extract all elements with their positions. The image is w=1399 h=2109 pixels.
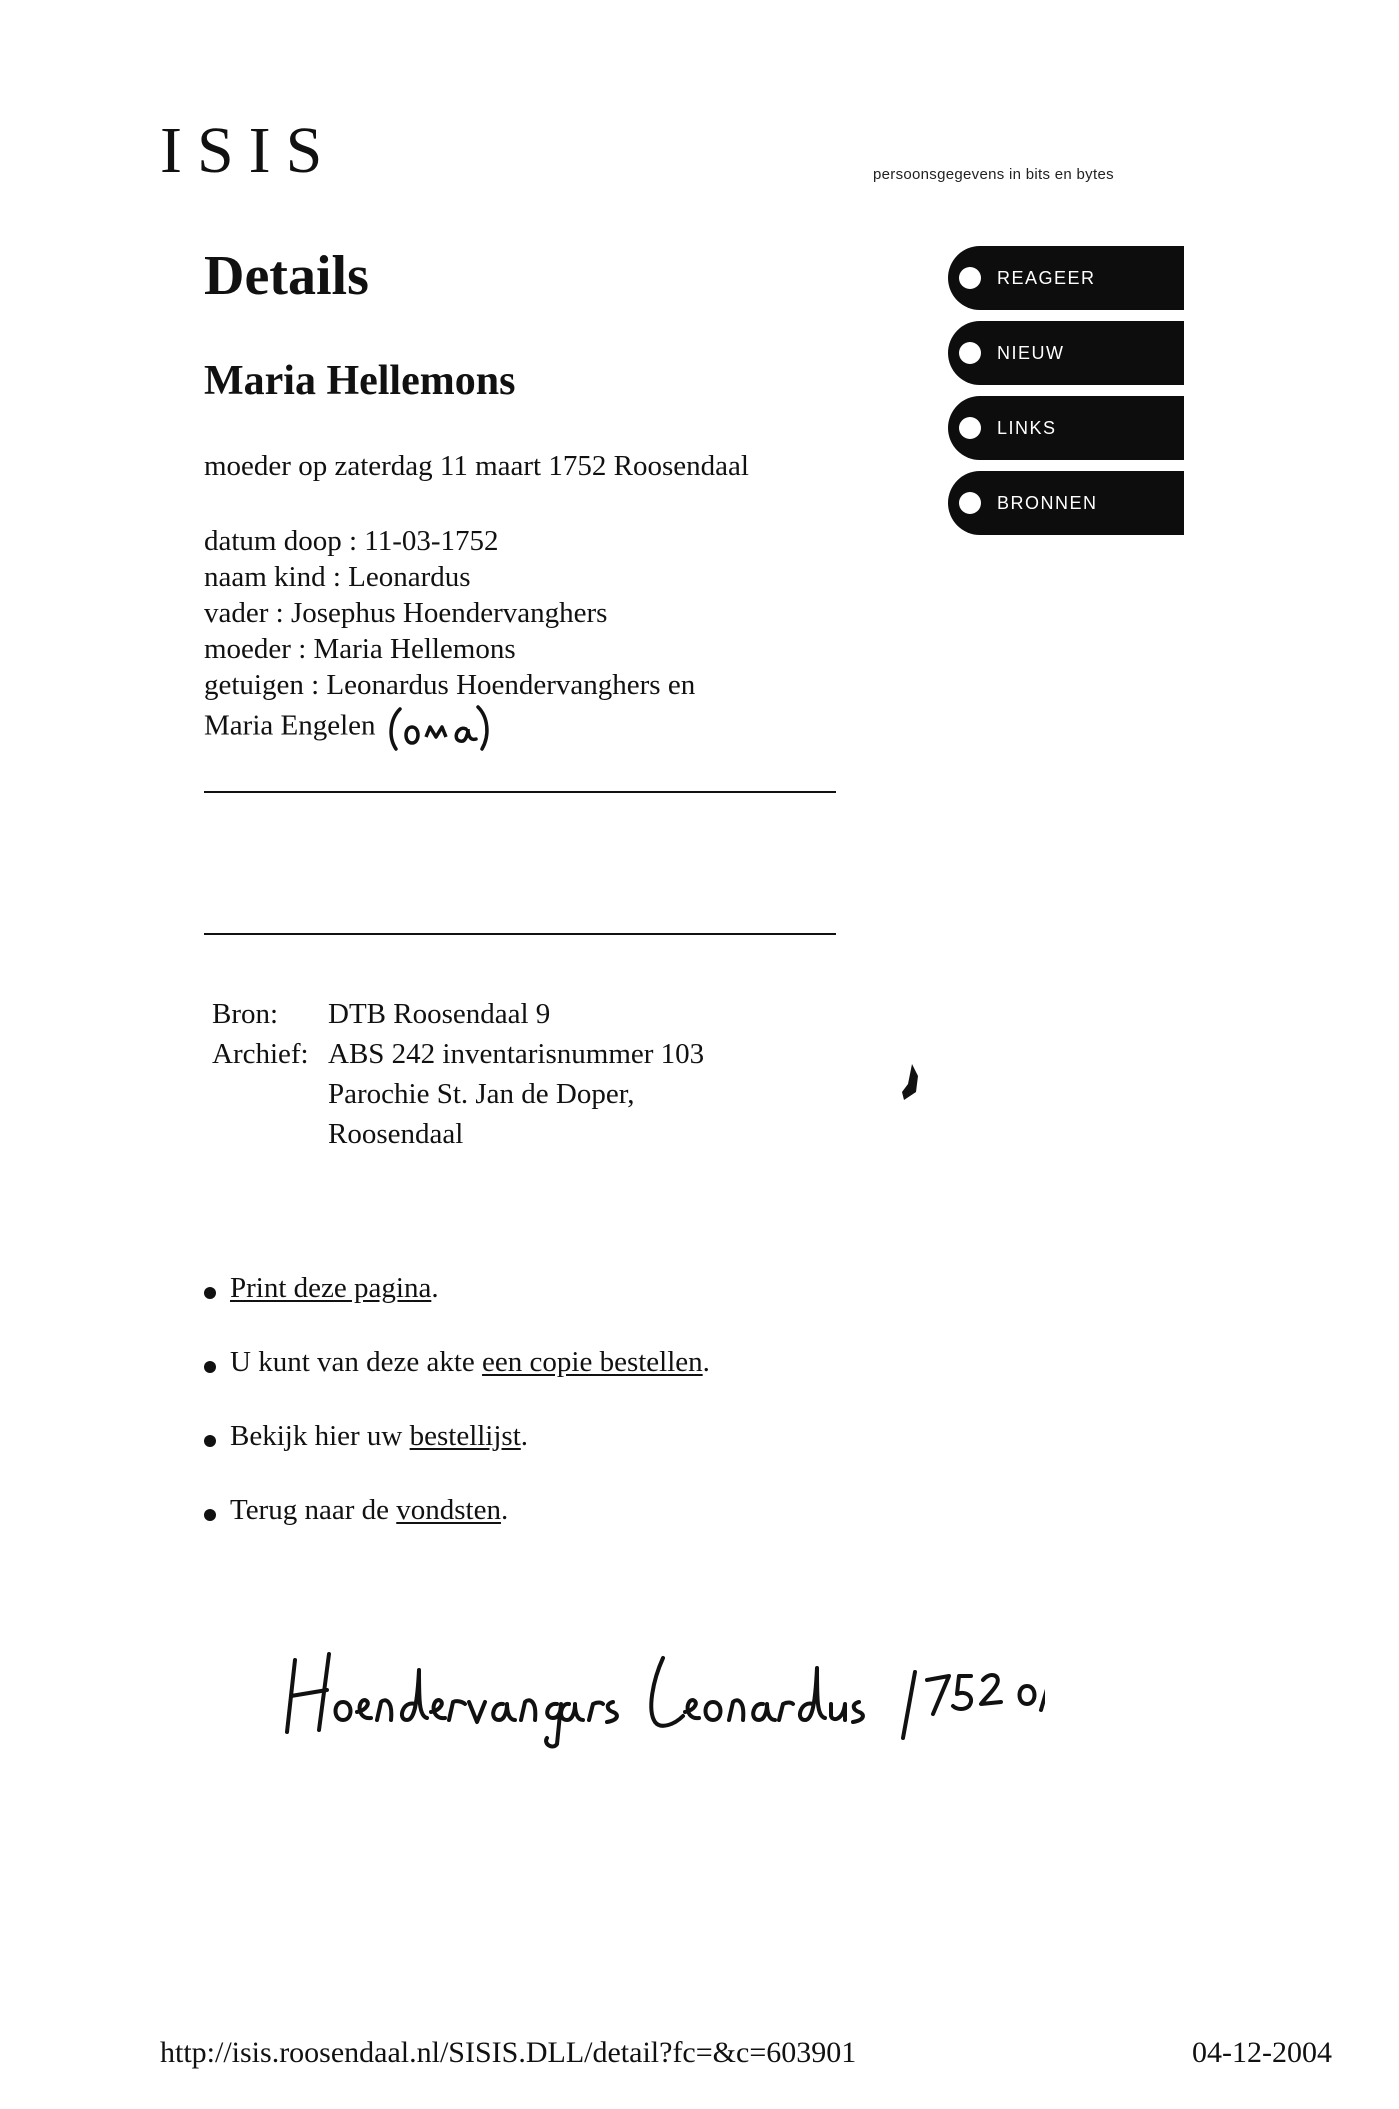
nav-item-label: BRONNEN (997, 492, 1098, 513)
bullet-icon (204, 1509, 216, 1521)
handwritten-note (285, 1640, 1045, 1750)
footer-url: http://isis.roosendaal.nl/SISIS.DLL/detail?fc=&c=603901 (160, 2036, 857, 2069)
divider (204, 791, 836, 793)
action-list (204, 1272, 710, 1568)
record-datum-doop: datum doop : 11-03-1752 (204, 525, 499, 557)
source-archief-label: Archief: (212, 1038, 309, 1070)
source-archief-value: ABS 242 inventarisnummer 103 (328, 1038, 705, 1070)
source-info (212, 994, 704, 1154)
print-page-link[interactable]: Print deze pagina (230, 1272, 432, 1304)
order-copy-link[interactable]: een copie bestellen (482, 1346, 703, 1378)
record-naam-kind: naam kind : Leonardus (204, 561, 471, 593)
record-getuigen-continued (204, 703, 695, 753)
handwritten-note-text: Hoendervangers Leonardus 1752 01 (285, 1640, 300, 1641)
scan-speck-icon (898, 1062, 922, 1102)
site-tagline: persoonsgegevens in bits en bytes (873, 166, 1114, 183)
list-item: U kunt van deze akte een copie bestellen. (204, 1346, 710, 1420)
nav-item-nieuw[interactable] (948, 321, 1184, 385)
bullet-dot-icon (959, 267, 981, 289)
divider (204, 933, 836, 935)
baptism-record (204, 523, 695, 753)
source-bron-label: Bron: (212, 998, 279, 1030)
record-moeder: moeder : Maria Hellemons (204, 633, 516, 665)
footer-date: 04-12-2004 (1192, 2036, 1332, 2069)
nav-item-label: NIEUW (997, 342, 1065, 363)
source-archief-place: Roosendaal (328, 1118, 464, 1150)
order-list-link[interactable]: bestellijst (409, 1420, 521, 1452)
nav-item-reageer[interactable] (948, 246, 1184, 310)
source-bron-value: DTB Roosendaal 9 (328, 998, 551, 1030)
person-name: Maria Hellemons (204, 358, 516, 404)
bullet-dot-icon (959, 417, 981, 439)
handwritten-annotation-oma (384, 703, 494, 753)
bullet-dot-icon (959, 492, 981, 514)
site-logo: ISIS (160, 114, 338, 187)
nav-item-label: LINKS (997, 417, 1057, 438)
list-item: Terug naar de vondsten. (204, 1494, 710, 1568)
side-navigation (948, 246, 1184, 546)
bullet-icon (204, 1287, 216, 1299)
source-archief-parish: Parochie St. Jan de Doper, (328, 1078, 635, 1110)
record-getuigen-name: Maria Engelen (204, 709, 376, 742)
back-to-results-link[interactable]: vondsten (396, 1494, 501, 1526)
bullet-dot-icon (959, 342, 981, 364)
nav-item-links[interactable] (948, 396, 1184, 460)
nav-item-bronnen[interactable] (948, 471, 1184, 535)
list-item: Bekijk hier uw bestellijst. (204, 1420, 710, 1494)
record-summary: moeder op zaterdag 11 maart 1752 Roosendaal (204, 450, 749, 482)
nav-item-label: REAGEER (997, 267, 1096, 288)
bullet-icon (204, 1361, 216, 1373)
record-getuigen: getuigen : Leonardus Hoendervanghers en (204, 669, 696, 701)
bullet-icon (204, 1435, 216, 1447)
record-vader: vader : Josephus Hoendervanghers (204, 597, 608, 629)
list-item: Print deze pagina. (204, 1272, 710, 1346)
page-title: Details (204, 245, 369, 307)
